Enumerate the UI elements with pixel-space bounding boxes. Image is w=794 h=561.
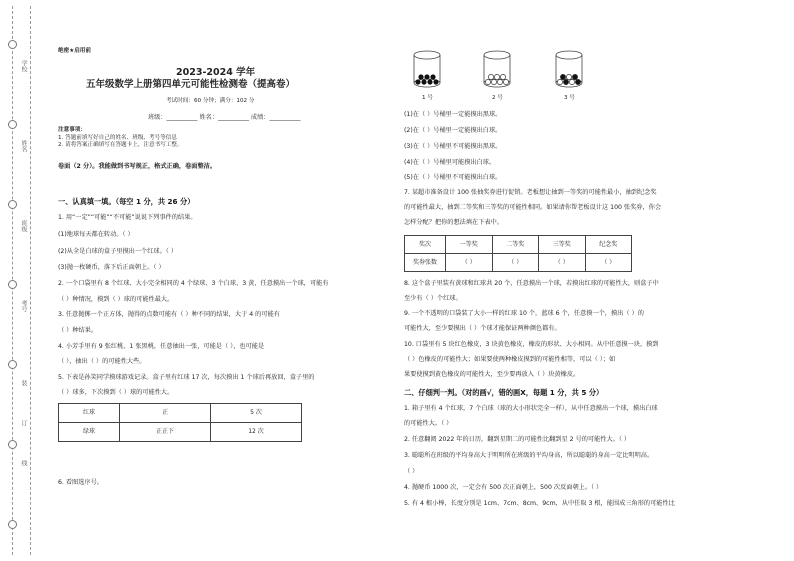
exam-year: 2023-2024 学年	[176, 67, 256, 78]
question-9-cont: 可能性大，至少要摸出（ ）个球才能保证两种颜色都有。	[404, 325, 561, 332]
question-5: 5. 下表是孙笑同学摸球游戏记录。盒子里有红球 17 次，每次摸出 1 个球后再放回，盒子里的	[58, 374, 315, 381]
question-10-cont2: 果要使摸到黄色橡皮的可能性大，至少要再放入（ ）块黄橡皮。	[404, 371, 580, 378]
question-5-cont: （ ）球多，下次摸到（ ）球的可能性大。	[58, 389, 174, 396]
section-2-title: 二、仔细判一判。（对的画√，错的画X，每题 1 分，共 5 分）	[404, 388, 604, 397]
table-row	[405, 254, 632, 272]
choice-4: (4)在（ ）号桶里可能摸出白球。	[404, 159, 496, 166]
jar-2-image	[482, 50, 512, 90]
table-cell: 正正下	[120, 423, 211, 442]
question-1c: (3)抛一枚硬币，落下后正面朝上。（ ）	[58, 264, 165, 271]
student-fields: 班级：__________ 姓名：__________ 成绩：__________	[148, 114, 301, 121]
tally-table	[58, 403, 302, 442]
binding-line-inner	[30, 6, 31, 555]
question-7-cont2: 怎样分配？把你的想法填在下表中。	[404, 219, 503, 226]
question-7: 7. 某超市准备设计 100 张抽奖券进行促销。老板想让抽到一等奖的可能性最小，抽到纪念奖	[404, 189, 657, 196]
binding-hole	[8, 120, 17, 129]
question-3-cont: （ ）种结果。	[58, 327, 98, 334]
choice-5: (5)在（ ）号桶里不可能摸出白球。	[404, 174, 502, 181]
table-cell: 绿球	[59, 423, 120, 442]
jar-3-label: 3 号	[564, 95, 575, 101]
table-cell: 12 次	[211, 423, 302, 442]
binding-hole	[8, 280, 17, 289]
choice-2: (2)在（ ）号桶里一定能摸出白球。	[404, 127, 502, 134]
neatness-note: 卷面（2 分）。我能做到书写规正，格式正确，卷面整洁。	[58, 163, 217, 170]
table-cell: 红球	[59, 404, 120, 423]
binding-label: 学校	[20, 60, 27, 72]
question-7-cont: 的可能性最大，抽到二等奖和三等奖的可能性相同。如果请你帮老板设计这 100 张奖券，你会	[404, 204, 662, 211]
exam-meta: 考试时间：60 分钟；满分：102 分	[166, 98, 255, 104]
note-2: 2. 请将答案正确填写在答题卡上，注意书写工整。	[58, 142, 183, 148]
judge-4: 4. 抛硬币 1000 次，一定会有 500 次正面朝上，500 次反面朝上。（ ）	[404, 484, 603, 491]
question-3: 3. 任意抛掷一个正方体，抛得的点数可能有（ ）种不同的结果，大于 4 的可能有	[58, 311, 280, 318]
jar-1-image	[412, 50, 442, 90]
question-2: 2. 一个口袋里有 8 个红球、大小完全相同的 4 个绿球、3 个白球、3 黄，任意摸出一个球，可能有	[58, 280, 329, 287]
jar-2-label: 2 号	[492, 95, 503, 101]
question-4-cont: （ ），抽出（ ）的可能性大些。	[58, 358, 146, 365]
judge-5: 5. 有 4 根小棒，长度分别是 1cm、7cm、8cm、9cm，从中任取 3 根，能围成三角形的可能性比	[404, 500, 675, 507]
judge-1-cont: 的可能性大。（ ）	[404, 420, 453, 427]
table-cell: （ ）	[539, 254, 586, 272]
binding-label: 线	[20, 460, 27, 466]
question-8-cont: 至少有（ ）个红球。	[404, 295, 462, 302]
notes-title: 注意事项：	[58, 127, 86, 133]
binding-label: 考号	[20, 300, 27, 312]
table-row	[59, 423, 302, 442]
table-cell: （ ）	[446, 254, 493, 272]
jar-1-label: 1 号	[422, 95, 433, 101]
table-header: 一等奖	[446, 236, 493, 254]
question-1b: (2)从全是白球的盒子里摸出一个红球。（ ）	[58, 248, 178, 255]
judge-3-cont: （ ）	[404, 468, 419, 475]
question-2-cont: （ ）种情况，摸到（ ）球的可能性最大。	[58, 296, 174, 303]
binding-hole	[8, 440, 17, 449]
binding-hole	[8, 40, 17, 49]
binding-label: 装	[20, 380, 27, 386]
prize-table	[404, 235, 632, 272]
choice-1: (1)在（ ）号桶里一定能摸出黑球。	[404, 111, 502, 118]
question-10-cont: （ ）色橡皮的可能性大；如果要使两种橡皮摸到的可能性相等，可以（ ）；如	[404, 356, 616, 363]
question-10: 10. 口袋里有 5 块红色橡皮，3 块黄色橡皮，橡皮的形状、大小相同。从中任意摸一块，摸到	[404, 341, 659, 348]
table-header: 奖次	[405, 236, 446, 254]
table-header: 纪念奖	[585, 236, 632, 254]
section-1-title: 一、认真填一填。（每空 1 分，共 26 分）	[58, 197, 195, 206]
table-cell: 5 次	[211, 404, 302, 423]
table-row	[405, 236, 632, 254]
note-1: 1. 答题前填写好自己的姓名、班级、考号等信息	[58, 135, 177, 141]
table-cell: （ ）	[492, 254, 539, 272]
table-cell: （ ）	[585, 254, 632, 272]
jar-3-image	[554, 50, 584, 90]
binding-margin	[6, 0, 40, 561]
exam-title: 五年级数学上册第四单元可能性检测卷（提高卷）	[86, 79, 296, 90]
question-4: 4. 小芳手里有 9 张红桃、1 张黑桃，任意抽出一张，可能是（ ），也可能是	[58, 343, 265, 350]
binding-hole	[8, 360, 17, 369]
binding-label: 订	[20, 420, 27, 426]
table-header: 二等奖	[492, 236, 539, 254]
question-1: 1. 用“一定”“可能”“不可能”说说下列事件的结果。	[58, 214, 197, 221]
question-9: 9. 一个不透明的口袋装了大小一样的红球 10 个，蓝球 6 个，任意摸一个，摸出（ ）的	[404, 310, 644, 317]
table-cell: 奖券张数	[405, 254, 446, 272]
question-1a: (1)地球每天都在转动。（ ）	[58, 231, 134, 238]
choice-3: (3)在（ ）号桶里不可能摸出黑球。	[404, 143, 502, 150]
secret-mark: 绝密★启用前	[58, 48, 91, 54]
binding-label: 姓名	[20, 140, 27, 152]
judge-1: 1. 箱子里有 4 个红球，7 个白球（球的大小形状完全一样），从中任意摸出一个球，摸出白球	[404, 405, 658, 412]
binding-hole	[8, 520, 17, 529]
binding-hole	[8, 200, 17, 209]
question-8: 8. 这个盒子里装有黄球和红球共 20 个，任意摸出一个球，若摸出红球的可能性大，则盒子中	[404, 280, 659, 287]
table-row	[59, 404, 302, 423]
judge-2: 2. 任意翻阅 2022 年的日历，翻到星期二的可能性比翻到星 2 号的可能性大。（ ）	[404, 436, 631, 443]
question-6: 6. 看图选序号。	[58, 479, 103, 486]
table-header: 三等奖	[539, 236, 586, 254]
binding-label: 班级	[20, 220, 27, 232]
table-cell: 正	[120, 404, 211, 423]
judge-3: 3. 聪聪所在班级的平均身高大于明明所在班级的平均身高，所以聪聪的身高一定比明明高。	[404, 452, 654, 459]
